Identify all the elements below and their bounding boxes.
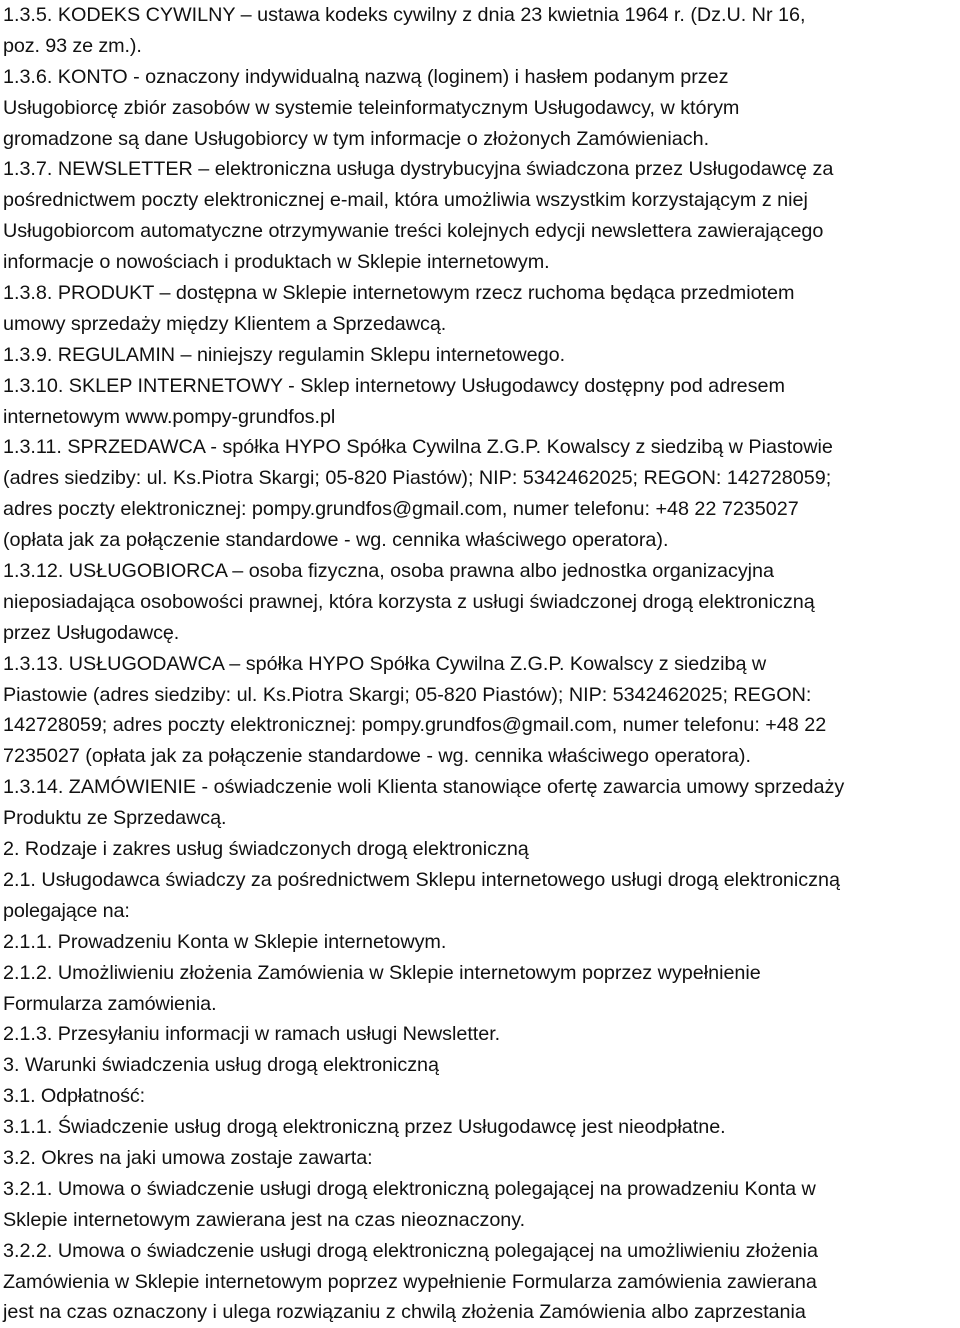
document-page bbox=[3, 0, 958, 1328]
paragraph bbox=[3, 1174, 958, 1236]
text-line: 3.2. Okres na jaki umowa zostaje zawarta: bbox=[3, 1146, 373, 1169]
text-line: 1.3.8. PRODUKT – dostępna w Sklepie internetowym rzecz ruchoma będąca przedmiotem bbox=[3, 282, 795, 305]
text-line: umowy sprzedaży między Klientem a Sprzedawcą. bbox=[3, 312, 447, 335]
paragraph bbox=[3, 340, 958, 371]
text-line: informacje o nowościach i produktach w Sklepie internetowym. bbox=[3, 251, 550, 274]
text-line: 3.2.2. Umowa o świadczenie usługi drogą elektroniczną polegającej na umożliwieniu złożenia bbox=[3, 1239, 818, 1262]
text-line: Produktu ze Sprzedawcą. bbox=[3, 807, 227, 830]
paragraph bbox=[3, 1081, 958, 1112]
text-line: 1.3.13. USŁUGODAWCA – spółka HYPO Spółka Cywilna Z.G.P. Kowalscy z siedzibą w bbox=[3, 652, 767, 675]
text-line: 1.3.11. SPRZEDAWCA - spółka HYPO Spółka Cywilna Z.G.P. Kowalscy z siedzibą w Piastowie bbox=[3, 436, 833, 459]
text-line: 1.3.10. SKLEP INTERNETOWY - Sklep internetowy Usługodawcy dostępny pod adresem bbox=[3, 374, 785, 397]
text-line: 7235027 (opłata jak za połączenie standardowe - wg. cennika właściwego operatora). bbox=[3, 745, 751, 768]
text-line: Usługobiorcę zbiór zasobów w systemie teleinformatycznym Usługodawcy, w którym bbox=[3, 96, 740, 119]
paragraph bbox=[3, 1050, 958, 1081]
text-line: 1.3.7. NEWSLETTER – elektroniczna usługa dystrybucyjna świadczona przez Usługodawcę za bbox=[3, 158, 834, 181]
text-line: przez Usługodawcę. bbox=[3, 621, 180, 644]
text-line: gromadzone są dane Usługobiorcy w tym informacje o złożonych Zamówieniach. bbox=[3, 127, 710, 150]
text-line: 3.1. Odpłatność: bbox=[3, 1085, 146, 1108]
text-line: internetowym www.pompy-grundfos.pl bbox=[3, 405, 336, 428]
paragraph bbox=[3, 154, 958, 278]
text-line: (opłata jak za połączenie standardowe - wg. cennika właściwego operatora). bbox=[3, 529, 669, 552]
text-line: 3.2.1. Umowa o świadczenie usługi drogą elektroniczną polegającej na prowadzeniu Konta w bbox=[3, 1177, 816, 1200]
text-line: 3. Warunki świadczenia usług drogą elektroniczną bbox=[3, 1054, 439, 1077]
text-line: Sklepie internetowym zawierana jest na czas nieoznaczony. bbox=[3, 1208, 526, 1231]
paragraph bbox=[3, 1112, 958, 1143]
text-line: 1.3.12. USŁUGOBIORCA – osoba fizyczna, osoba prawna albo jednostka organizacyjna bbox=[3, 560, 775, 583]
text-line: poz. 93 ze zm.). bbox=[3, 34, 142, 57]
text-line: 1.3.6. KONTO - oznaczony indywidualną nazwą (loginem) i hasłem podanym przez bbox=[3, 65, 729, 88]
text-line: 3.1.1. Świadczenie usług drogą elektroniczną przez Usługodawcę jest nieodpłatne. bbox=[3, 1116, 726, 1139]
paragraph bbox=[3, 278, 958, 340]
text-line: 1.3.9. REGULAMIN – niniejszy regulamin Sklepu internetowego. bbox=[3, 343, 566, 366]
paragraph bbox=[3, 958, 958, 1020]
text-line: polegające na: bbox=[3, 899, 130, 922]
text-line: nieposiadająca osobowości prawnej, która korzysta z usługi świadczonej drogą elektroniczną bbox=[3, 590, 815, 613]
text-line: Usługobiorcom automatyczne otrzymywanie treści kolejnych edycji newslettera zawierającego bbox=[3, 220, 824, 243]
paragraph bbox=[3, 62, 958, 155]
text-line: 2.1.2. Umożliwieniu złożenia Zamówienia w Sklepie internetowym poprzez wypełnienie bbox=[3, 961, 761, 984]
text-line: 1.3.5. KODEKS CYWILNY – ustawa kodeks cywilny z dnia 23 kwietnia 1964 r. (Dz.U. Nr 16, bbox=[3, 4, 806, 26]
text-line: 2.1.3. Przesyłaniu informacji w ramach usługi Newsletter. bbox=[3, 1023, 501, 1046]
text-line: 2.1. Usługodawca świadczy za pośrednictwem Sklepu internetowego usługi drogą elektroniczną bbox=[3, 868, 840, 891]
paragraph bbox=[3, 865, 958, 927]
paragraph bbox=[3, 0, 958, 62]
text-line: 1.3.14. ZAMÓWIENIE - oświadczenie woli Klienta stanowiące ofertę zawarcia umowy sprzedaży bbox=[3, 776, 845, 799]
text-line: Zamówienia w Sklepie internetowym poprzez wypełnienie Formularza zamówienia zawierana bbox=[3, 1270, 817, 1293]
text-line: adres poczty elektronicznej: pompy.grundfos@gmail.com, numer telefonu: +48 22 7235027 bbox=[3, 498, 799, 521]
text-line: 2.1.1. Prowadzeniu Konta w Sklepie internetowym. bbox=[3, 930, 447, 953]
paragraph bbox=[3, 556, 958, 649]
paragraph bbox=[3, 649, 958, 773]
text-line: 142728059; adres poczty elektronicznej: pompy.grundfos@gmail.com, numer telefonu: +48 22 bbox=[3, 714, 827, 737]
text-line: Formularza zamówienia. bbox=[3, 992, 217, 1015]
paragraph bbox=[3, 371, 958, 433]
text-line: 2. Rodzaje i zakres usług świadczonych drogą elektroniczną bbox=[3, 838, 529, 861]
text-line: (adres siedziby: ul. Ks.Piotra Skargi; 05-820 Piastów); NIP: 5342462025; REGON: 142728059; bbox=[3, 467, 832, 490]
paragraph bbox=[3, 1236, 958, 1328]
text-line: Piastowie (adres siedziby: ul. Ks.Piotra Skargi; 05-820 Piastów); NIP: 5342462025; REGON: bbox=[3, 683, 812, 706]
paragraph bbox=[3, 1143, 958, 1174]
paragraph bbox=[3, 432, 958, 556]
paragraph bbox=[3, 927, 958, 958]
text-line: jest na czas oznaczony i ulega rozwiązaniu z chwilą złożenia Zamówienia albo zaprzestania bbox=[3, 1301, 806, 1324]
text-line: pośrednictwem poczty elektronicznej e-mail, która umożliwia wszystkim korzystającym z niej bbox=[3, 189, 808, 212]
document-body bbox=[3, 0, 958, 1328]
paragraph bbox=[3, 834, 958, 865]
paragraph bbox=[3, 772, 958, 834]
paragraph bbox=[3, 1019, 958, 1050]
